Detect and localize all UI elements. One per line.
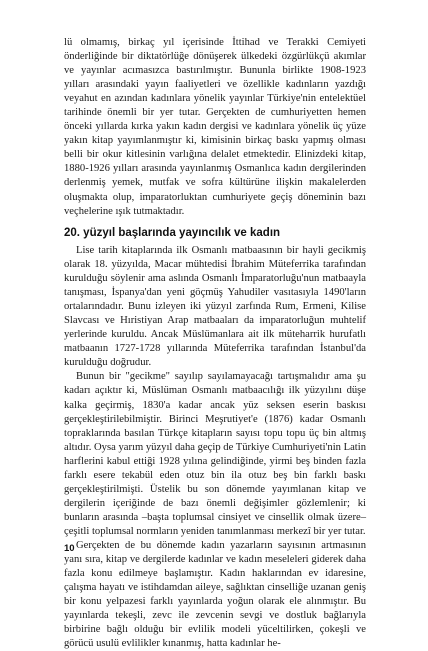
paragraph: Gerçekten de bu dönemde kadın yazarların sayısının artmasının yanı sıra, kitap ve dergilerde kadınlar ve kadın meseleleri giderek daha fazla konu edilmeye başlamıştır. Kadın haklarından ev idaresine, çalışma hayatı ve istihdamdan aileye, sağlıktan cinselliğe uzanan geniş bir konu yelpazesi farklı yayınlarda yoğun olarak ele alınmıştır. Bu yayınlarda tekeşli, zevc ile zevcenin sevgi ve dostluk bağlarıyla birbirine bağlı olduğu bir evlilik modeli yüceltilirken, çokeşli ve görücü usulü evlilikler kınanmış, hatta kadınlar he- [64,539,366,650]
paragraph: Bunun bir "gecikme" sayılıp sayılamayacağı tartışmalıdır ama şu kadarı açıktır ki, Müslüman Osmanlı matbaacılığı ilk yüzyılını düşe kalka geçirmiş, 1830'a kadar ancak yüz seksen eserin baskısı gerçekleştirilebilmiştir. Birinci Meşrutiyet'e (1876) kadar Osmanlı topraklarında basılan Türkçe kitapların sayısı topu topu üç bin altmış altıdır. Oysa yarım yüzyıl daha geçip de Türkiye Cumhuriyeti'nin Latin harflerini kabul ettiği 1928 yılına gelindiğinde, yirmi beş binden fazla farklı esere tekabül eden otuz bin ila otuz beş bin farklı baskı gerçekleştirilmişti. Üstelik bu son dönemde yayımlanan kitap ve dergilerin içeriğinde de bazı önemli değişimler gözlemlenir; ki bunların arasında –başta toplumsal cinsiyet ve cinsellik olmak üzere– çeşitli toplumsal normların yeniden tanımlanması merkezî bir yer tutar. [64,371,366,537]
body-text-top [64,36,366,219]
paragraph-continued: lü olmamış, birkaç yıl içerisinde İttihad ve Terakki Cemiyeti önderliğinde bir diktatörlüğe dönüşerek ülkedeki özgürlükçü akımlar ve yayınlar acımasızca bastırılmıştır. Bununla birlikte 1908-1923 yılları arasındaki yayın faaliyetleri ve özellikle kadınların yazdığı veyahut en azından kadınlara yönelik yayınlar Türkiye'nin entelektüel tarihinde önemli bir yer tutar. Gerçekten de cumhuriyetten hemen önceki yıllarda kırka yakın kadın dergisi ve kadınlara yönelik üç yüze yakın kitap yayımlanmıştır ki, kimisinin birkaç baskı yapmış olması belli bir okur kitlesinin varlığına delalet etmektedir. Elinizdeki kitap, 1880-1926 yılları arasında yayınlanmış Osmanlıca kadın dergilerinden derlenmiş yemek, mutfak ve sofra kültürüne ilişkin makalelerden oluşmakta olup, imparatorluktan cumhuriyete geçiş döneminin bazı veçhelerine ışık tutmaktadır. [64,37,366,217]
body-text-section [64,244,366,651]
page-number: 10 [64,543,75,554]
section-heading: 20. yüzyıl başlarında yayıncılık ve kadın [64,227,281,239]
paragraph: Lise tarih kitaplarında ilk Osmanlı matbaasının bir hayli gecikmiş olarak 18. yüzyılda, Macar mühtedisi İbrahim Müteferrika tarafından kurulduğu söylenir ama aslında Osmanlı İmparatorluğu'nun matbaayla tanışması, İspanya'dan yeni göçmüş Yahudiler vasıtasıyla 1490'ların ortalarındadır. Bunu izleyen iki yüzyıl zarfında Rum, Ermeni, Kilise Slavcası ve Hıristiyan Arap matbaaları da imparatorluğun muhtelif yerlerinde kuruldu. Ancak Müslümanlara ait ilk müteharrik hurufatlı matbaanın 1727-1728 yıllarında Müteferrika tarafından İstanbul'da kurulduğu doğrudur. [64,245,366,369]
